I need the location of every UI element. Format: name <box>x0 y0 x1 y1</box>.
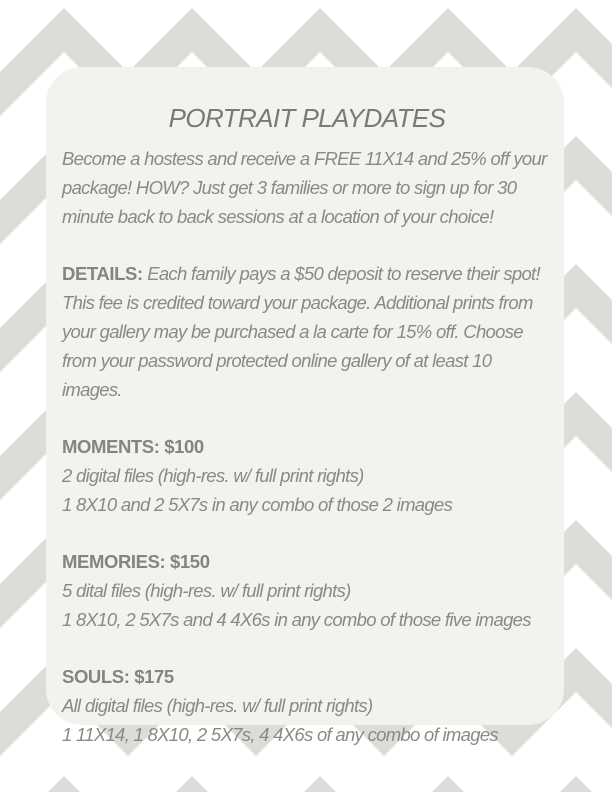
package-line: 5 dital files (high-res. w/ full print rights) <box>62 580 351 601</box>
spacer <box>62 634 552 662</box>
package-line: 1 11X14, 1 8X10, 2 5X7s, 4 4X6s of any combo of images <box>62 724 498 745</box>
details-paragraph <box>62 259 552 404</box>
package-line: 1 8X10 and 2 5X7s in any combo of those 2 images <box>62 494 453 515</box>
package-moments <box>62 432 552 519</box>
package-heading: MEMORIES: $150 <box>62 551 210 572</box>
page-title: PORTRAIT PLAYDATES <box>168 103 446 133</box>
package-line: All digital files (high-res. w/ full print rights) <box>62 695 373 716</box>
spacer <box>62 519 552 547</box>
package-line: 2 digital files (high-res. w/ full print rights) <box>62 465 364 486</box>
package-heading: SOULS: $175 <box>62 666 174 687</box>
package-heading: MOMENTS: $100 <box>62 436 204 457</box>
package-memories <box>62 547 552 634</box>
intro-paragraph: Become a hostess and receive a FREE 11X14 and 25% off your package! HOW? Just get 3 families or more to sign up for 30 minute back to back sessions at a location of your choice! <box>62 148 547 227</box>
details-label: DETAILS: <box>62 263 143 284</box>
package-line: 1 8X10, 2 5X7s and 4 4X6s in any combo of those five images <box>62 609 531 630</box>
spacer <box>62 404 552 432</box>
spacer <box>62 231 552 259</box>
package-souls <box>62 662 552 749</box>
details-text: Each family pays a $50 deposit to reserve their spot! This fee is credited toward your package. Additional prints from your gallery may be purchased a la carte for 15% off. Choose from your password protected online gallery of at least 10 images. <box>62 263 540 400</box>
flyer-content <box>62 100 552 749</box>
